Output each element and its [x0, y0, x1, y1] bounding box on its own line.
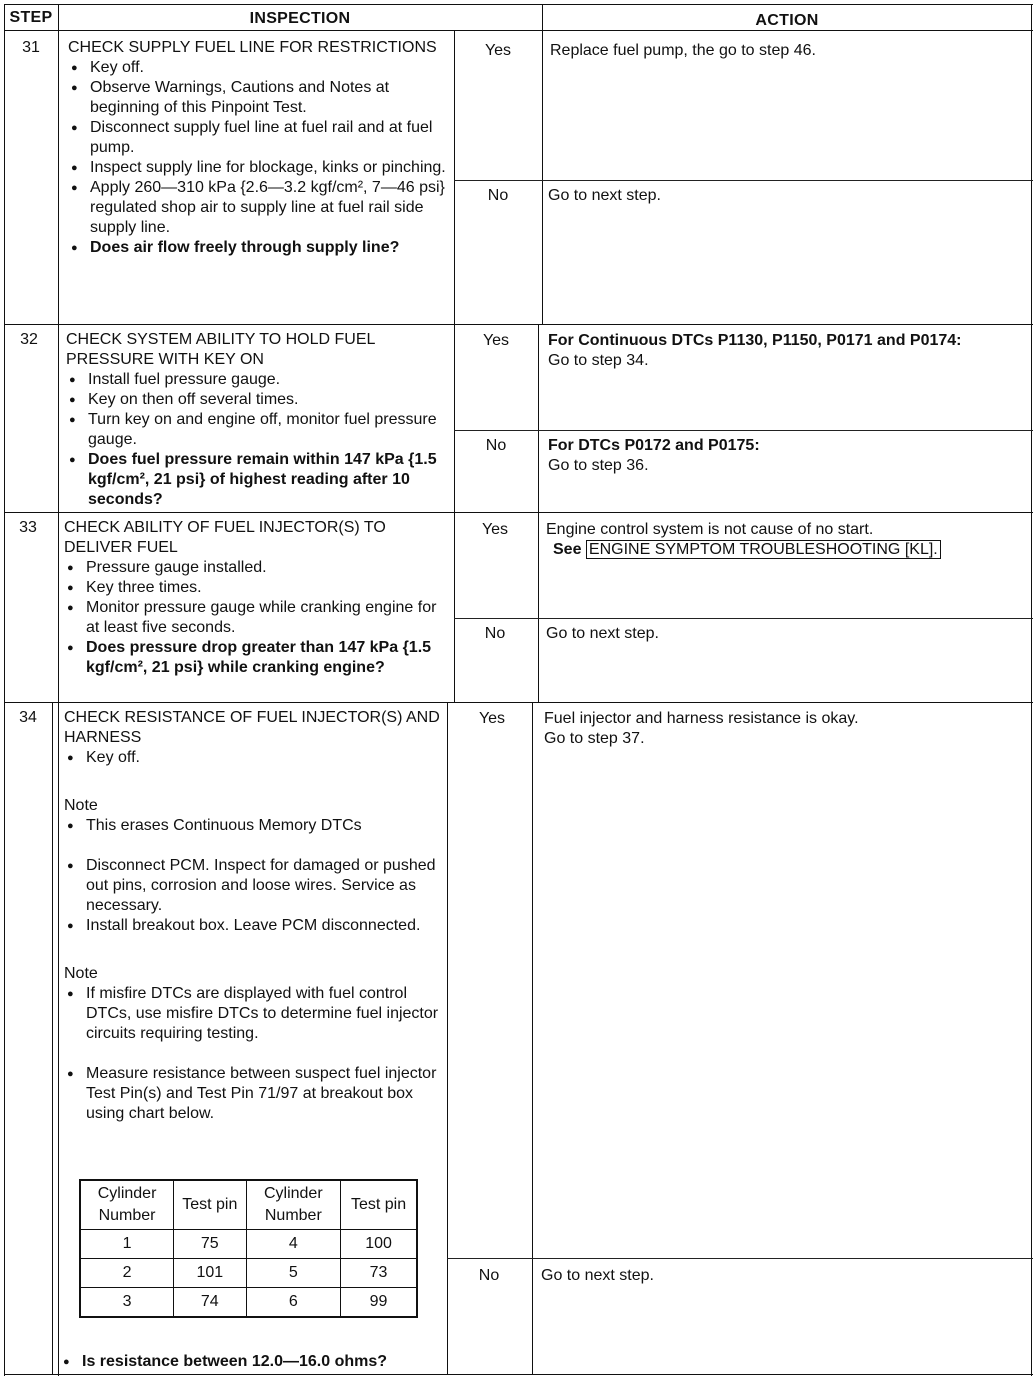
header-step: STEP — [9, 9, 53, 26]
bullet-item: ● Disconnect supply fuel line at fuel rail and at fuel pump. — [68, 118, 448, 158]
table-cell: 3 — [80, 1288, 174, 1317]
step-column-divider — [58, 4, 59, 1376]
step34-inner-left-rule — [52, 702, 53, 1374]
step-title: CHECK ABILITY OF FUEL INJECTOR(S) TO DELIVER FUEL — [64, 519, 386, 556]
bullet-item: ● Pressure gauge installed. — [64, 558, 450, 578]
step33-yes-no-separator — [454, 618, 1033, 619]
no-action — [548, 436, 1018, 476]
note-label: Note — [64, 797, 98, 814]
step32-yes-no-separator — [454, 430, 1033, 431]
table-cell: 99 — [341, 1288, 417, 1317]
step-question: ● Does fuel pressure remain within 147 kPa {1.5 kgf/cm², 21 psi} of highest reading after 10 seconds? — [66, 450, 450, 510]
step-bullets — [64, 856, 444, 936]
note-bullets — [64, 816, 444, 836]
yes-action-text: Go to step 37. — [544, 730, 645, 747]
column-header: Test pin — [174, 1180, 246, 1230]
step-bullets — [60, 1352, 445, 1372]
table-cell: 4 — [246, 1230, 341, 1259]
step33-yesno-divider — [538, 512, 539, 702]
table-top-border — [4, 4, 1033, 5]
bullet-item: ● Inspect supply line for blockage, kinks or pinching. — [68, 158, 448, 178]
step32-inspection — [66, 330, 450, 510]
row-33-bottom — [4, 702, 1033, 703]
table-cell: 5 — [246, 1259, 341, 1288]
yes-label: Yes — [484, 42, 512, 59]
bullet-item: ● Key off. — [64, 748, 444, 768]
yes-action-heading: For Continuous DTCs P1130, P1150, P0171 and P0174: — [548, 332, 962, 349]
step-title: CHECK SYSTEM ABILITY TO HOLD FUEL PRESSURE WITH KEY ON — [66, 331, 375, 368]
yes-label: Yes — [482, 332, 510, 349]
note-label: Note — [64, 965, 98, 982]
bullet-item: ● Monitor pressure gauge while cranking engine for at least five seconds. — [64, 598, 450, 638]
step-question: ● Does air flow freely through supply line? — [68, 238, 448, 258]
bullet-item: ● This erases Continuous Memory DTCs — [64, 816, 444, 836]
no-action-heading: For DTCs P0172 and P0175: — [548, 437, 760, 454]
no-label: No — [487, 187, 509, 204]
no-action: Go to next step. — [541, 1267, 654, 1284]
step-number: 33 — [19, 519, 37, 536]
step-question: ● Is resistance between 12.0—16.0 ohms? — [60, 1352, 445, 1372]
bullet-item: ● If misfire DTCs are displayed with fuel control DTCs, use misfire DTCs to determine fuel injector circuits requiring testing. — [64, 984, 444, 1044]
yes-action-text: Go to step 34. — [548, 352, 649, 369]
table-right-border — [1031, 4, 1032, 1376]
column-header: Test pin — [341, 1180, 417, 1230]
step34-yesno-divider — [532, 702, 533, 1374]
table-bottom-border — [4, 1374, 1033, 1375]
yes-action — [546, 520, 1026, 560]
step33-inspection-divider — [454, 512, 455, 702]
step31-yes-no-separator — [454, 180, 1033, 181]
see-reference — [546, 540, 1026, 560]
step34-inspection-divider — [447, 702, 448, 1374]
step34-inspection — [64, 708, 444, 1124]
column-header: Cylinder Number — [80, 1180, 174, 1230]
step-number: 31 — [22, 39, 40, 56]
row-31-bottom — [4, 324, 1033, 325]
step-bullets — [68, 58, 448, 258]
step-bullets — [66, 370, 450, 510]
bullet-item: ● Turn key on and engine off, monitor fuel pressure gauge. — [66, 410, 450, 450]
table-cell: 75 — [174, 1230, 246, 1259]
bullet-item: ● Apply 260—310 kPa {2.6—3.2 kgf/cm², 7—46 psi} regulated shop air to supply line at fuel rail side supply line. — [68, 178, 448, 238]
step-title: CHECK RESISTANCE OF FUEL INJECTOR(S) AND HARNESS — [64, 709, 440, 746]
no-action-text: Go to step 36. — [548, 457, 649, 474]
see-label: See — [553, 541, 582, 558]
cylinder-pin-table — [79, 1179, 418, 1318]
no-action: Go to next step. — [548, 187, 661, 204]
header-action: ACTION — [755, 12, 819, 29]
step-number: 32 — [20, 331, 38, 348]
bullet-item: ● Install fuel pressure gauge. — [66, 370, 450, 390]
table-left-border — [4, 4, 5, 1376]
table-cell: 6 — [246, 1288, 341, 1317]
yes-action-text: Fuel injector and harness resistance is okay. — [544, 710, 859, 727]
yes-label: Yes — [481, 521, 509, 538]
no-label: No — [485, 437, 507, 454]
bullet-item: ● Install breakout box. Leave PCM disconnected. — [64, 916, 444, 936]
yes-action-text: Engine control system is not cause of no start. — [546, 521, 874, 538]
table-cell: 2 — [80, 1259, 174, 1288]
step33-inspection — [64, 518, 450, 678]
yes-label: Yes — [478, 710, 506, 727]
step32-yesno-divider — [538, 324, 539, 512]
bullet-item: ● Observe Warnings, Cautions and Notes at beginning of this Pinpoint Test. — [68, 78, 448, 118]
no-label: No — [484, 625, 506, 642]
bullet-item: ● Key three times. — [64, 578, 450, 598]
bullet-item: ● Disconnect PCM. Inspect for damaged or pushed out pins, corrosion and loose wires. Service as necessary. — [64, 856, 444, 916]
column-header: Cylinder Number — [246, 1180, 341, 1230]
pin-table-header-row — [80, 1180, 417, 1230]
step-title: CHECK SUPPLY FUEL LINE FOR RESTRICTIONS — [68, 39, 437, 56]
table-cell: 1 — [80, 1230, 174, 1259]
step34-yes-no-separator — [447, 1258, 1033, 1259]
note-bullets — [64, 984, 444, 1044]
step-question: ● Does pressure drop greater than 147 kPa {1.5 kgf/cm², 21 psi} while cranking engine? — [64, 638, 450, 678]
step31-inspection — [68, 38, 448, 258]
step31-yesno-divider — [542, 30, 543, 324]
engine-symptom-troubleshooting-link[interactable]: ENGINE SYMPTOM TROUBLESHOOTING [KL]. — [586, 540, 941, 559]
table-row — [80, 1230, 417, 1259]
header-inspection: INSPECTION — [249, 10, 351, 27]
table-cell: 101 — [174, 1259, 246, 1288]
step-number: 34 — [19, 709, 37, 726]
step-bullets — [64, 748, 444, 768]
step-bullets — [64, 558, 450, 678]
bullet-item: ● Key off. — [68, 58, 448, 78]
yes-action — [548, 331, 968, 371]
step-bullets — [64, 1064, 444, 1124]
table-row — [80, 1288, 417, 1317]
table-row — [80, 1259, 417, 1288]
step32-inspection-divider — [454, 324, 455, 512]
table-cell: 73 — [341, 1259, 417, 1288]
step31-inspection-divider — [454, 30, 455, 324]
bullet-item: ● Key on then off several times. — [66, 390, 450, 410]
row-32-bottom — [4, 512, 1033, 513]
table-cell: 74 — [174, 1288, 246, 1317]
table-cell: 100 — [341, 1230, 417, 1259]
no-action: Go to next step. — [546, 625, 659, 642]
yes-action: Replace fuel pump, the go to step 46. — [550, 42, 816, 59]
yes-action — [544, 709, 1024, 749]
no-label: No — [478, 1267, 500, 1284]
bullet-item: ● Measure resistance between suspect fuel injector Test Pin(s) and Test Pin 71/97 at breakout box using chart below. — [64, 1064, 444, 1124]
